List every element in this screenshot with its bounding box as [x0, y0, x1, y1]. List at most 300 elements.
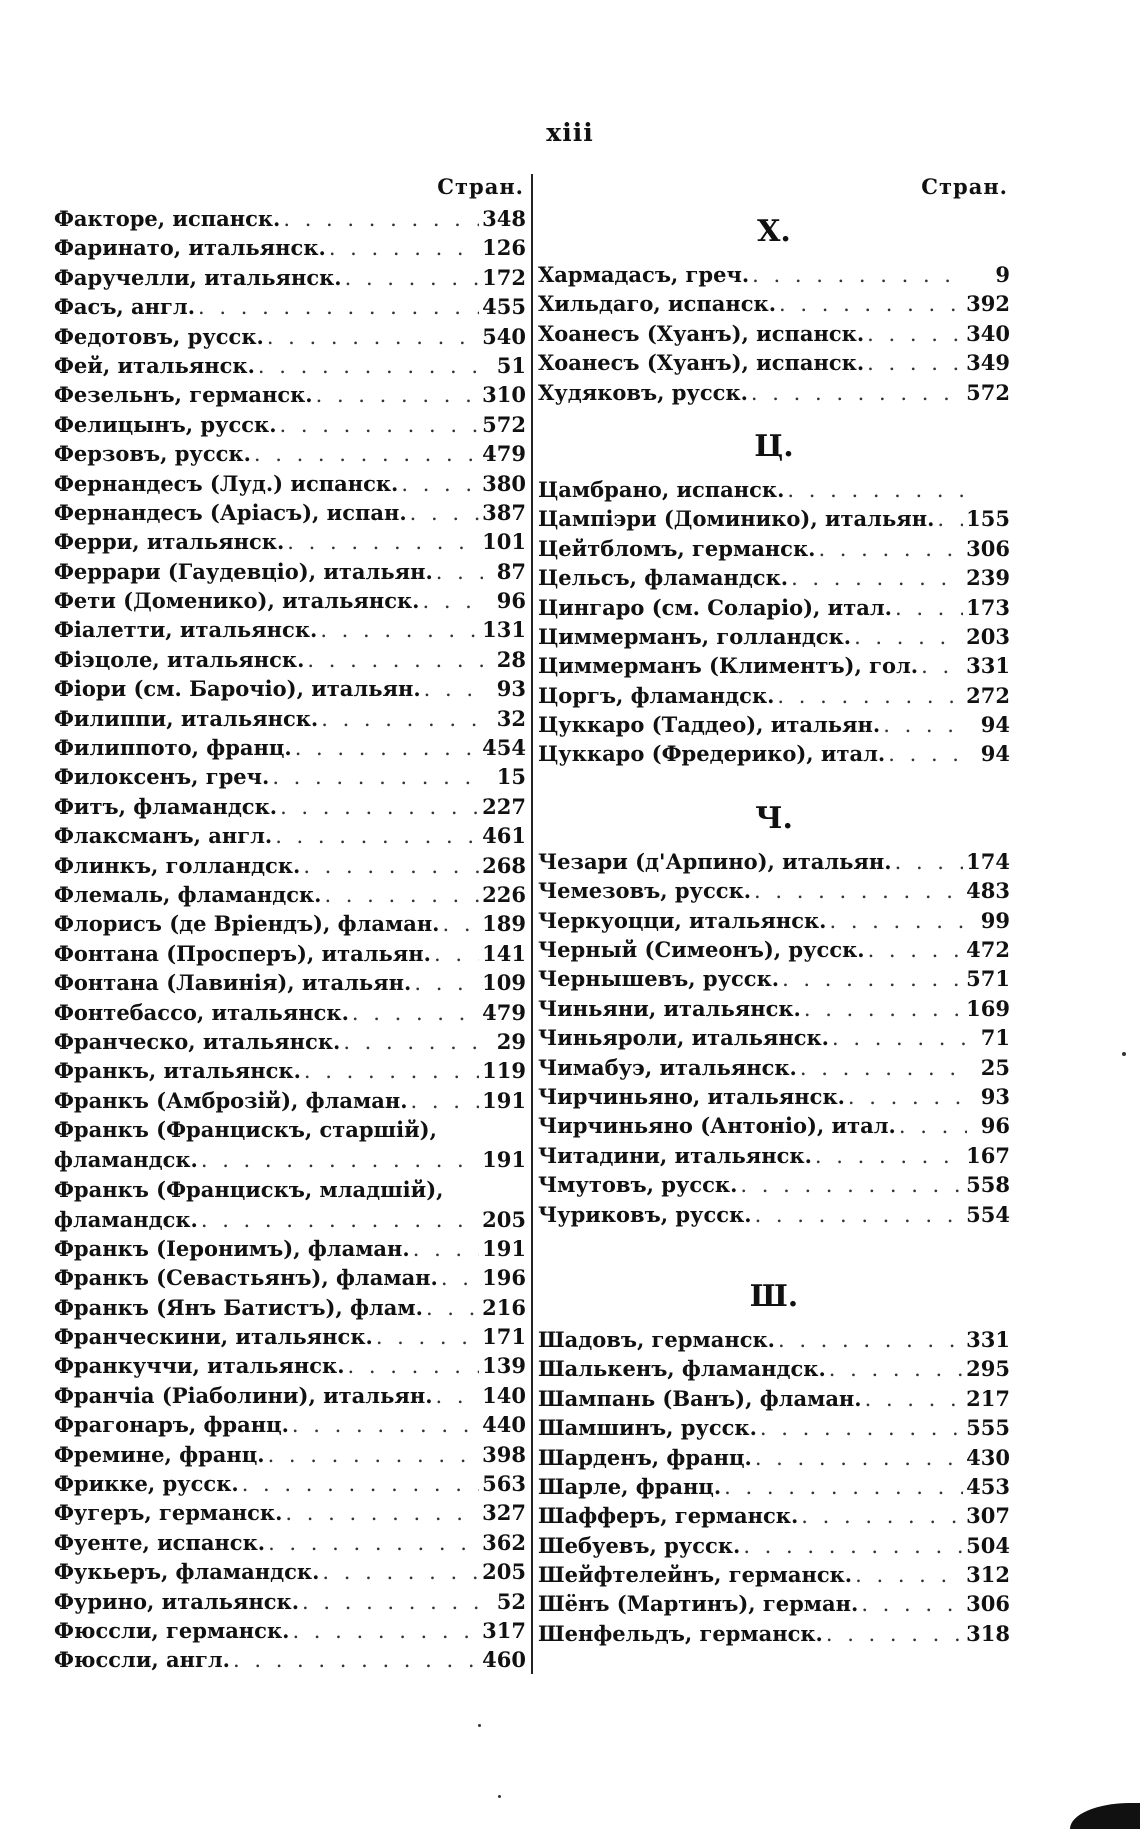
entry-name: Чернышевъ, русск. [538, 966, 780, 992]
leader-dots [829, 907, 967, 935]
index-entry [538, 1531, 1010, 1560]
entry-page: 362 [482, 1529, 526, 1555]
index-entry [54, 233, 526, 262]
entry-name: Фаринато, итальянск. [54, 235, 326, 261]
left-column-header: Стран. [437, 174, 524, 199]
leader-dots [801, 1502, 963, 1530]
leader-dots [292, 1617, 479, 1645]
entry-name: Черный (Симеонъ), русск. [538, 937, 865, 963]
leader-dots [343, 1028, 483, 1056]
leader-dots [322, 1558, 479, 1586]
entry-page: 217 [966, 1385, 1010, 1411]
scan-speck [1122, 1052, 1126, 1056]
entry-name: Филиппи, итальянск. [54, 705, 319, 731]
entry-name: Франкъ (Севастьянъ), фламан. [54, 1265, 438, 1291]
entry-name: Фелицынъ, русск. [54, 411, 277, 437]
entry-name: Цуккаро (Таддео), итальян. [538, 712, 881, 738]
entry-page: 479 [482, 999, 526, 1025]
leader-dots [254, 440, 479, 468]
entry-name: Цампіэри (Доминико), итальян. [538, 506, 935, 532]
entry-name: Чиньяни, итальянск. [538, 995, 801, 1021]
leader-dots [854, 623, 963, 651]
index-entry [538, 534, 1010, 563]
right-sections [538, 204, 1010, 1648]
leader-dots [283, 205, 479, 233]
index-entry [54, 1293, 526, 1322]
entry-page: 96 [496, 588, 526, 614]
leader-dots [268, 1529, 479, 1557]
index-entry [54, 939, 526, 968]
entry-name: Франкуччи, итальянск. [54, 1353, 345, 1379]
entry-name: Филиппото, франц. [54, 735, 292, 761]
leader-dots [855, 1561, 963, 1589]
index-entry [54, 998, 526, 1027]
index-entry [54, 1469, 526, 1498]
index-entry [538, 504, 1010, 533]
entry-page: 227 [482, 793, 526, 819]
entry-page: 239 [966, 565, 1010, 591]
entry-name: Франкъ (Янъ Батистъ), флам. [54, 1294, 423, 1320]
entry-name: Хоанесъ (Хуанъ), испанск. [538, 350, 865, 376]
index-entry [54, 204, 526, 233]
entry-name: Франкъ (Амброзій), фламан. [54, 1087, 408, 1113]
leader-dots [436, 558, 483, 586]
entry-page: 455 [482, 294, 526, 320]
index-entry [538, 1501, 1010, 1530]
index-entry [54, 586, 526, 615]
entry-name: Фей, итальянск. [54, 352, 255, 378]
letter-section [538, 407, 1010, 769]
index-entry [54, 674, 526, 703]
entry-page: 93 [980, 1083, 1010, 1109]
entry-name: Франкъ (Францискъ, младшій), [54, 1176, 444, 1202]
leader-dots [740, 1171, 963, 1199]
leader-dots [280, 793, 479, 821]
entry-page: 461 [482, 823, 526, 849]
leader-dots [321, 705, 483, 733]
index-entry [54, 1528, 526, 1557]
entry-page: 196 [482, 1265, 526, 1291]
section-gap [538, 769, 1010, 791]
entry-name: Флорисъ (де Вріендъ), фламан. [54, 911, 440, 937]
leader-dots [352, 999, 479, 1027]
leader-dots [832, 1024, 967, 1052]
entry-name: Шейфтелейнъ, германск. [538, 1562, 853, 1588]
leader-dots [848, 1083, 967, 1111]
entry-name: Циммерманъ, голландск. [538, 623, 852, 649]
leader-dots [268, 1441, 480, 1469]
entry-page: 440 [482, 1412, 526, 1438]
leader-dots [414, 969, 479, 997]
index-entry [538, 475, 1010, 504]
entry-name: Шарле, франц. [538, 1473, 722, 1499]
index-entry [54, 1498, 526, 1527]
entry-name: Чиньяроли, итальянск. [538, 1025, 829, 1051]
entry-name: фламандск. [54, 1206, 198, 1232]
leader-dots [895, 848, 964, 876]
entry-name: Флаксманъ, англ. [54, 823, 273, 849]
leader-dots [303, 852, 479, 880]
leader-dots [883, 711, 967, 739]
entry-page: 572 [966, 379, 1010, 405]
leader-dots [285, 1499, 479, 1527]
entry-name: Худяковъ, русск. [538, 379, 748, 405]
right-column [538, 170, 1010, 1700]
entry-page: 558 [966, 1172, 1010, 1198]
entry-page: 191 [482, 1087, 526, 1113]
leader-dots [401, 470, 479, 498]
entry-name: Франческо, итальянск. [54, 1028, 341, 1054]
index-entry [538, 847, 1010, 876]
index-entry [54, 1322, 526, 1351]
index-entry [54, 968, 526, 997]
leader-dots [755, 1444, 963, 1472]
entry-page: 340 [966, 320, 1010, 346]
letter-section [538, 1229, 1010, 1648]
entry-page: 191 [482, 1235, 526, 1261]
column-divider [531, 174, 533, 1674]
entry-page: 155 [966, 506, 1010, 532]
entry-page: 226 [482, 881, 526, 907]
entry-name: Чемезовъ, русск. [538, 878, 752, 904]
leader-dots [242, 1470, 479, 1498]
index-entry [54, 1056, 526, 1085]
entry-name: Шебуевъ, русск. [538, 1532, 741, 1558]
entry-page: 9 [995, 262, 1010, 287]
index-entry [54, 733, 526, 762]
entry-name: Чуриковъ, русск. [538, 1201, 752, 1227]
entry-page: 398 [482, 1441, 526, 1467]
entry-page: 32 [496, 705, 526, 731]
entry-name: Цуккаро (Фредерико), итал. [538, 741, 886, 767]
leader-dots [426, 1294, 479, 1322]
index-entry [54, 909, 526, 938]
index-entry [54, 1115, 526, 1145]
scan-speck [478, 1724, 481, 1727]
section-gap [538, 1229, 1010, 1269]
leader-dots [861, 1590, 963, 1618]
leader-dots [865, 1385, 964, 1413]
index-entry [538, 1111, 1010, 1140]
entry-name: Франкъ (Францискъ, старшій), [54, 1117, 437, 1143]
entry-name: Фіэцоле, итальянск. [54, 646, 305, 672]
scan-speck [498, 1795, 501, 1798]
leader-dots [791, 564, 963, 592]
leader-dots [201, 1206, 479, 1234]
entry-name: Шадовъ, германск. [538, 1326, 775, 1352]
entry-page: 460 [482, 1647, 526, 1673]
entry-page: 331 [966, 653, 1010, 679]
index-entry [538, 1413, 1010, 1442]
index-entry [538, 906, 1010, 935]
entry-name: Фрагонаръ, франц. [54, 1412, 289, 1438]
index-entry [538, 378, 1010, 407]
index-entry [538, 1325, 1010, 1354]
entry-name: Ферзовъ, русск. [54, 441, 251, 467]
entry-page: 205 [482, 1559, 526, 1585]
index-entry [54, 351, 526, 380]
entry-name: Фонтана (Просперъ), итальян. [54, 940, 431, 966]
entry-page: 94 [980, 712, 1010, 738]
index-entry [54, 851, 526, 880]
index-entry [538, 739, 1010, 768]
entry-page: 174 [966, 848, 1010, 874]
index-entry [54, 1410, 526, 1439]
index-entry [54, 292, 526, 321]
leader-dots [258, 352, 483, 380]
entry-page: 295 [966, 1356, 1010, 1382]
entry-name: Филоксенъ, греч. [54, 764, 270, 790]
index-entry [538, 622, 1010, 651]
entry-name: Циммерманъ (Климентъ), гол. [538, 653, 919, 679]
leader-dots [295, 734, 479, 762]
leader-dots [201, 1146, 479, 1174]
index-entry [54, 1027, 526, 1056]
leader-dots [348, 1352, 480, 1380]
entry-page: 172 [482, 264, 526, 290]
leader-dots [818, 535, 963, 563]
entry-name: Франчіа (Ріаболини), итальян. [54, 1382, 433, 1408]
index-entry [538, 1589, 1010, 1618]
entry-name: Фаручелли, итальянск. [54, 264, 342, 290]
entry-page: 349 [966, 350, 1010, 376]
entry-page: 454 [482, 735, 526, 761]
index-entry [538, 964, 1010, 993]
entry-page: 191 [482, 1147, 526, 1173]
index-entry [54, 645, 526, 674]
index-entry [54, 410, 526, 439]
section-letter: Ч. [755, 800, 793, 836]
leader-dots [743, 1532, 963, 1560]
index-entry [538, 1472, 1010, 1501]
leader-dots [826, 1620, 963, 1648]
entry-name: Цельсъ, фламандск. [538, 565, 789, 591]
entry-page: 216 [482, 1294, 526, 1320]
leader-dots [275, 822, 479, 850]
leader-dots [292, 1411, 479, 1439]
leader-dots [345, 264, 480, 292]
entry-page: 268 [482, 852, 526, 878]
section-gap [538, 407, 1010, 419]
entry-name: фламандск. [54, 1147, 198, 1173]
index-entry [54, 1557, 526, 1586]
leader-dots [895, 594, 963, 622]
entry-name: Фернандесъ (Аріасъ), испан. [54, 499, 407, 525]
leader-dots [937, 505, 963, 533]
entry-name: Хармадасъ, греч. [538, 262, 750, 287]
leader-dots [755, 1201, 964, 1229]
leader-dots [800, 1054, 967, 1082]
entry-name: Фернандесъ (Луд.) испанск. [54, 470, 399, 496]
entry-name: Хильдаго, испанск. [538, 291, 777, 317]
leader-dots [280, 411, 480, 439]
index-entry [538, 1170, 1010, 1199]
entry-name: Цингаро (см. Соларіо), итал. [538, 594, 892, 620]
leader-dots [441, 1264, 479, 1292]
entry-page: 119 [482, 1058, 526, 1084]
entry-page: 571 [966, 966, 1010, 992]
entry-page: 331 [966, 1326, 1010, 1352]
leader-dots [899, 1112, 967, 1140]
index-entry [54, 1440, 526, 1469]
index-entry [538, 260, 1010, 289]
entry-name: Чезари (д'Арпино), итальян. [538, 848, 892, 874]
leader-dots [324, 881, 479, 909]
index-entry [54, 762, 526, 791]
entry-page: 306 [966, 535, 1010, 561]
entry-page: 563 [482, 1471, 526, 1497]
index-entry [538, 710, 1010, 739]
entry-page: 29 [496, 1028, 526, 1054]
entry-page: 109 [482, 970, 526, 996]
entry-name: Фіалетти, итальянск. [54, 617, 318, 643]
index-entry [538, 994, 1010, 1023]
entry-page: 306 [966, 1591, 1010, 1617]
entry-page: 387 [482, 499, 526, 525]
entry-name: Цамбрано, испанск. [538, 476, 785, 502]
entry-name: Фуенте, испанск. [54, 1529, 266, 1555]
leader-dots [422, 587, 483, 615]
index-entry [538, 1443, 1010, 1472]
entry-name: Флинкъ, голландск. [54, 852, 301, 878]
leader-dots [867, 349, 963, 377]
entry-page: 540 [482, 323, 526, 349]
entry-page: 310 [482, 382, 526, 408]
entry-page: 25 [980, 1054, 1010, 1080]
index-entry [538, 1053, 1010, 1082]
leader-dots [754, 877, 963, 905]
entry-page: 479 [482, 441, 526, 467]
entry-page: 554 [966, 1201, 1010, 1227]
entry-page: 327 [482, 1500, 526, 1526]
index-entry [538, 681, 1010, 710]
entry-name: Шёнъ (Мартинъ), герман. [538, 1591, 859, 1617]
entry-name: Шампань (Ванъ), фламан. [538, 1385, 862, 1411]
index-entry [538, 319, 1010, 348]
index-entry [538, 348, 1010, 377]
entry-page: 171 [482, 1324, 526, 1350]
index-entry [54, 1145, 526, 1174]
entry-name: Флемаль, фламандск. [54, 881, 322, 907]
entry-name: Фитъ, фламандск. [54, 793, 278, 819]
entry-page: 380 [482, 470, 526, 496]
entry-name: Фонтебассо, итальянск. [54, 999, 349, 1025]
index-entry [538, 651, 1010, 680]
entry-name: Шенфельдъ, германск. [538, 1620, 823, 1646]
index-entry [538, 1200, 1010, 1229]
index-entry [54, 263, 526, 292]
entry-name: Фурино, итальянск. [54, 1588, 300, 1614]
index-entry [54, 1234, 526, 1263]
entry-page: 483 [966, 878, 1010, 904]
leader-dots [921, 652, 963, 680]
leader-dots [304, 1057, 479, 1085]
entry-name: Чимабуэ, итальянск. [538, 1054, 797, 1080]
index-entry [54, 1205, 526, 1234]
entry-name: Феррари (Гаудевціо), итальян. [54, 558, 433, 584]
entry-page: 272 [966, 682, 1010, 708]
leader-dots [411, 1087, 480, 1115]
leader-dots [424, 675, 483, 703]
index-entry [54, 527, 526, 556]
entry-page: 472 [966, 937, 1010, 963]
leader-dots [272, 763, 483, 791]
entry-name: Цоргъ, фламандск. [538, 682, 775, 708]
index-entry [54, 380, 526, 409]
entry-page: 430 [966, 1444, 1010, 1470]
entry-page: 87 [496, 558, 526, 584]
entry-name: Факторе, испанск. [54, 206, 281, 231]
entry-page: 189 [482, 911, 526, 937]
index-entry [54, 557, 526, 586]
entry-page: 93 [496, 676, 526, 702]
entry-name: Фюссли, германск. [54, 1617, 290, 1643]
index-entry [54, 1263, 526, 1292]
index-entry [54, 498, 526, 527]
entry-page: 131 [482, 617, 526, 643]
entry-page: 392 [966, 291, 1010, 317]
leader-dots [867, 320, 963, 348]
entry-name: Франкъ (Іеронимъ), фламан. [54, 1235, 410, 1261]
entry-page: 167 [966, 1142, 1010, 1168]
entry-page: 15 [496, 764, 526, 790]
section-letter: Ц. [754, 428, 794, 464]
leader-dots [307, 646, 483, 674]
entry-page: 51 [496, 352, 526, 378]
entry-page: 141 [482, 940, 526, 966]
index-entry [54, 1086, 526, 1115]
index-entry [538, 1082, 1010, 1111]
leader-dots [376, 1323, 479, 1351]
entry-page: 205 [482, 1206, 526, 1232]
entry-page: 348 [482, 206, 526, 231]
leader-dots [777, 682, 963, 710]
entry-name: Фіори (см. Барочіо), итальян. [54, 676, 421, 702]
entry-name: Фремине, франц. [54, 1441, 265, 1467]
index-entry [54, 469, 526, 498]
leader-dots [329, 234, 479, 262]
entry-page: 203 [966, 623, 1010, 649]
leader-dots [443, 910, 480, 938]
entry-name: Читадини, итальянск. [538, 1142, 812, 1168]
leader-dots [888, 740, 967, 768]
entry-page: 453 [966, 1473, 1010, 1499]
entry-name: Цейтбломъ, германск. [538, 535, 816, 561]
leader-dots [751, 379, 963, 407]
entry-page: 318 [966, 1620, 1010, 1646]
entry-name: Фрикке, русск. [54, 1471, 239, 1497]
entry-page: 99 [980, 907, 1010, 933]
leader-dots [410, 499, 479, 527]
entry-name: Фасъ, англ. [54, 294, 196, 320]
index-entry [538, 1619, 1010, 1648]
entry-name: Чмутовъ, русск. [538, 1172, 738, 1198]
leader-dots [267, 323, 479, 351]
entry-page: 126 [482, 235, 526, 261]
index-entry [54, 1587, 526, 1616]
entry-page: 101 [482, 529, 526, 555]
leader-dots [287, 528, 479, 556]
leader-dots [724, 1473, 963, 1501]
leader-dots [752, 261, 967, 289]
entry-name: Ферри, итальянск. [54, 529, 285, 555]
right-column-header: Стран. [921, 174, 1008, 199]
entry-name: Фезельнъ, германск. [54, 382, 313, 408]
entry-name: Шамшинъ, русск. [538, 1415, 757, 1441]
section-letter: Х. [757, 214, 791, 249]
index-entry [538, 876, 1010, 905]
entry-page: 96 [980, 1113, 1010, 1139]
